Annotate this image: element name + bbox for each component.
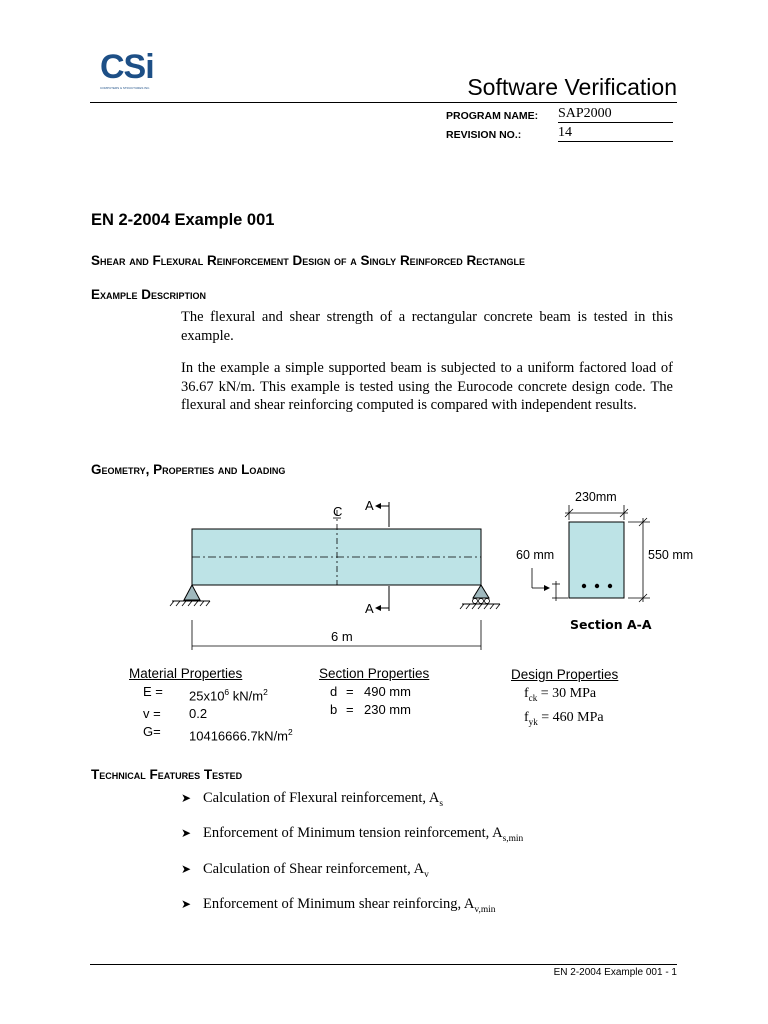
design-properties [511, 667, 618, 732]
program-name-label: PROGRAM NAME: [446, 110, 539, 122]
feature-item: ➤ Enforcement of Minimum tension reinforcement, $A_{s,min}$ [181, 825, 524, 844]
section-heading: Section Properties [319, 666, 430, 681]
design-table [511, 684, 618, 732]
footer-rule [90, 964, 677, 965]
example-title: EN 2-2004 Example 001 [91, 211, 275, 229]
section-value-d: 490 mm [364, 684, 411, 699]
material-label-v: v = [143, 706, 161, 722]
design-fck: $f_{ck} = 30$ MPa [524, 686, 597, 703]
section-label-b: b [330, 702, 338, 717]
material-heading: Material Properties [129, 666, 243, 681]
section-label-top: A [365, 498, 374, 513]
logo-text: CSi [100, 48, 154, 86]
csi-logo [100, 50, 160, 98]
design-heading: Design Properties [511, 667, 619, 682]
cover-label: 60 mm [516, 548, 555, 562]
centerline-symbol: C [333, 504, 343, 519]
section-label-bottom: A [365, 601, 374, 616]
feature-item: ➤ Calculation of Flexural reinforcement, $A_s$ [181, 790, 444, 809]
section-properties [319, 666, 429, 719]
arrow-bullet-icon: ➤ [181, 826, 192, 840]
revision-label: REVISION NO.: [446, 129, 522, 141]
material-table [129, 683, 293, 746]
geometry-heading: Geometry, Properties and Loading [91, 462, 286, 477]
section-label-d: d [330, 684, 338, 699]
description-heading: Example Description [91, 287, 207, 302]
header-rule [90, 102, 677, 103]
section-height-label: 550 mm [648, 548, 694, 562]
design-fyk: $f_{yk} = 460$ MPa [524, 709, 604, 727]
rebar-1 [582, 584, 586, 588]
material-value-e: $25x10^6$ $kN/m^2$ [189, 687, 268, 704]
arrow-bullet-icon: ➤ [181, 862, 192, 876]
section-table: d = 490 mm b = 230 mm [319, 683, 429, 719]
rebar-3 [608, 584, 612, 588]
example-subtitle: Shear and Flexural Reinforcement Design of a Singly Reinforced Rectangle [91, 253, 526, 268]
span-label: 6 m [331, 629, 353, 644]
program-name-value: SAP2000 [558, 106, 673, 123]
section-value-b: 230 mm [364, 702, 411, 717]
left-pin-support [184, 585, 200, 600]
description-paragraph-1: The flexural and shear strength of a rectangular concrete beam is tested in this example. [181, 309, 673, 344]
feature-item: ➤ Calculation of Shear reinforcement, $A_v$ [181, 861, 429, 880]
material-label-e: E = [143, 684, 163, 699]
right-roller-support [473, 585, 489, 598]
logo-subtitle: COMPUTERS & STRUCTURES INC. [100, 86, 151, 90]
page-footer: EN 2-2004 Example 001 - 1 [553, 967, 677, 978]
feature-item: ➤ Enforcement of Minimum shear reinforcing, $A_{v,min}$ [181, 896, 496, 915]
rebar-2 [595, 584, 599, 588]
material-value-g: $10416666.7kN/m^2$ [189, 727, 293, 744]
revision-value: 14 [558, 125, 673, 142]
document-title: Software Verification [467, 74, 677, 100]
features-heading: Technical Features Tested [91, 767, 243, 782]
arrow-bullet-icon: ➤ [181, 791, 192, 805]
arrow-bullet-icon: ➤ [181, 897, 192, 911]
beam-diagram [160, 480, 720, 650]
material-label-g: G= [143, 724, 161, 740]
material-value-v: 0.2 [189, 706, 208, 722]
description-paragraph-2: In the example a simple supported beam is subjected to a uniform factored load of 36.67 kN/m. This example is tested using the Eurocode concrete design code. The flexural and shear reinforcing computed is compared with independent results. [181, 360, 673, 413]
section-width-label: 230mm [575, 490, 617, 504]
material-properties [129, 666, 293, 746]
section-title: Section A-A [570, 617, 652, 632]
